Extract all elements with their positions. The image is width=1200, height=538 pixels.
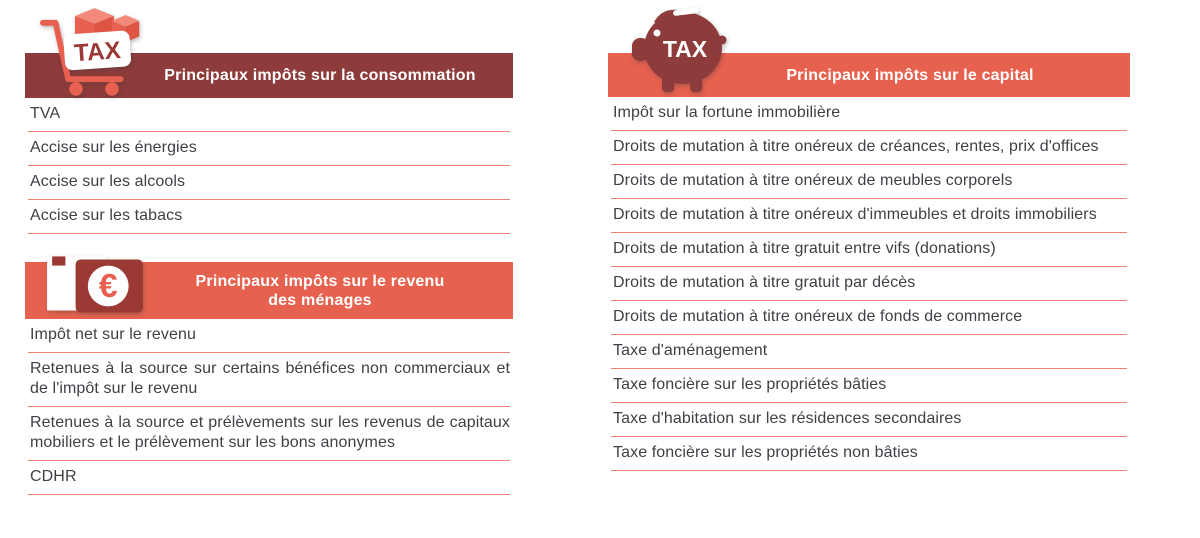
tax-piggy-bank-icon bbox=[632, 2, 728, 94]
list-item: Taxe d'habitation sur les résidences secondaires bbox=[611, 403, 1127, 437]
list-item: Taxe foncière sur les propriétés non bâties bbox=[611, 437, 1127, 471]
list-item: CDHR bbox=[28, 461, 510, 495]
list-item: Droits de mutation à titre onéreux de meubles corporels bbox=[611, 165, 1127, 199]
banknote-corner-mark bbox=[52, 256, 65, 265]
list-item: TVA bbox=[28, 98, 510, 132]
cart-wheel-right bbox=[105, 82, 119, 96]
capital-tax-list bbox=[611, 97, 1127, 471]
list-item: Droits de mutation à titre gratuit entre vifs (donations) bbox=[611, 233, 1127, 267]
list-item: Taxe d'aménagement bbox=[611, 335, 1127, 369]
list-item: Droits de mutation à titre onéreux de créances, rentes, prix d'offices bbox=[611, 131, 1127, 165]
consumption-title: Principaux impôts sur la consommation bbox=[164, 67, 476, 84]
list-item: Retenues à la source et prélèvements sur les revenus de capitaux mobiliers et le prélèvement sur les bons anonymes bbox=[28, 407, 510, 461]
section-income-taxes bbox=[25, 262, 513, 538]
list-item: Droits de mutation à titre gratuit par décès bbox=[611, 267, 1127, 301]
tax-shopping-cart-icon bbox=[38, 4, 145, 97]
capital-title: Principaux impôts sur le capital bbox=[786, 66, 1034, 84]
income-title-line2: des ménages bbox=[268, 291, 372, 309]
income-tax-list bbox=[28, 319, 510, 495]
section-capital-taxes bbox=[608, 0, 1130, 538]
list-item: Taxe foncière sur les propriétés bâties bbox=[611, 369, 1127, 403]
euro-symbol: € bbox=[98, 268, 118, 306]
list-item: Retenues à la source sur certains bénéfices non commerciaux et de l'impôt sur le revenu bbox=[28, 353, 510, 407]
income-title-line1: Principaux impôts sur le revenu bbox=[195, 272, 445, 290]
list-item: Droits de mutation à titre onéreux de fonds de commerce bbox=[611, 301, 1127, 335]
consumption-tax-list bbox=[28, 98, 510, 234]
list-item: Accise sur les tabacs bbox=[28, 200, 510, 234]
cart-tax-label: TAX bbox=[73, 37, 122, 68]
piggy-tax-label: TAX bbox=[662, 36, 708, 62]
euro-banknote-graphic bbox=[45, 253, 147, 319]
euro-banknote-icon bbox=[45, 253, 147, 319]
list-item: Accise sur les énergies bbox=[28, 132, 510, 166]
piggy-eye bbox=[654, 30, 661, 37]
list-item: Droits de mutation à titre onéreux d'immeubles et droits immobiliers bbox=[611, 199, 1127, 233]
cart-basket bbox=[63, 30, 131, 71]
cart-wheel-left bbox=[69, 82, 83, 96]
list-item: Impôt sur la fortune immobilière bbox=[611, 97, 1127, 131]
shopping-cart-graphic bbox=[38, 4, 145, 97]
piggy-bank-graphic bbox=[632, 2, 728, 94]
list-item: Impôt net sur le revenu bbox=[28, 319, 510, 353]
list-item: Accise sur les alcools bbox=[28, 166, 510, 200]
